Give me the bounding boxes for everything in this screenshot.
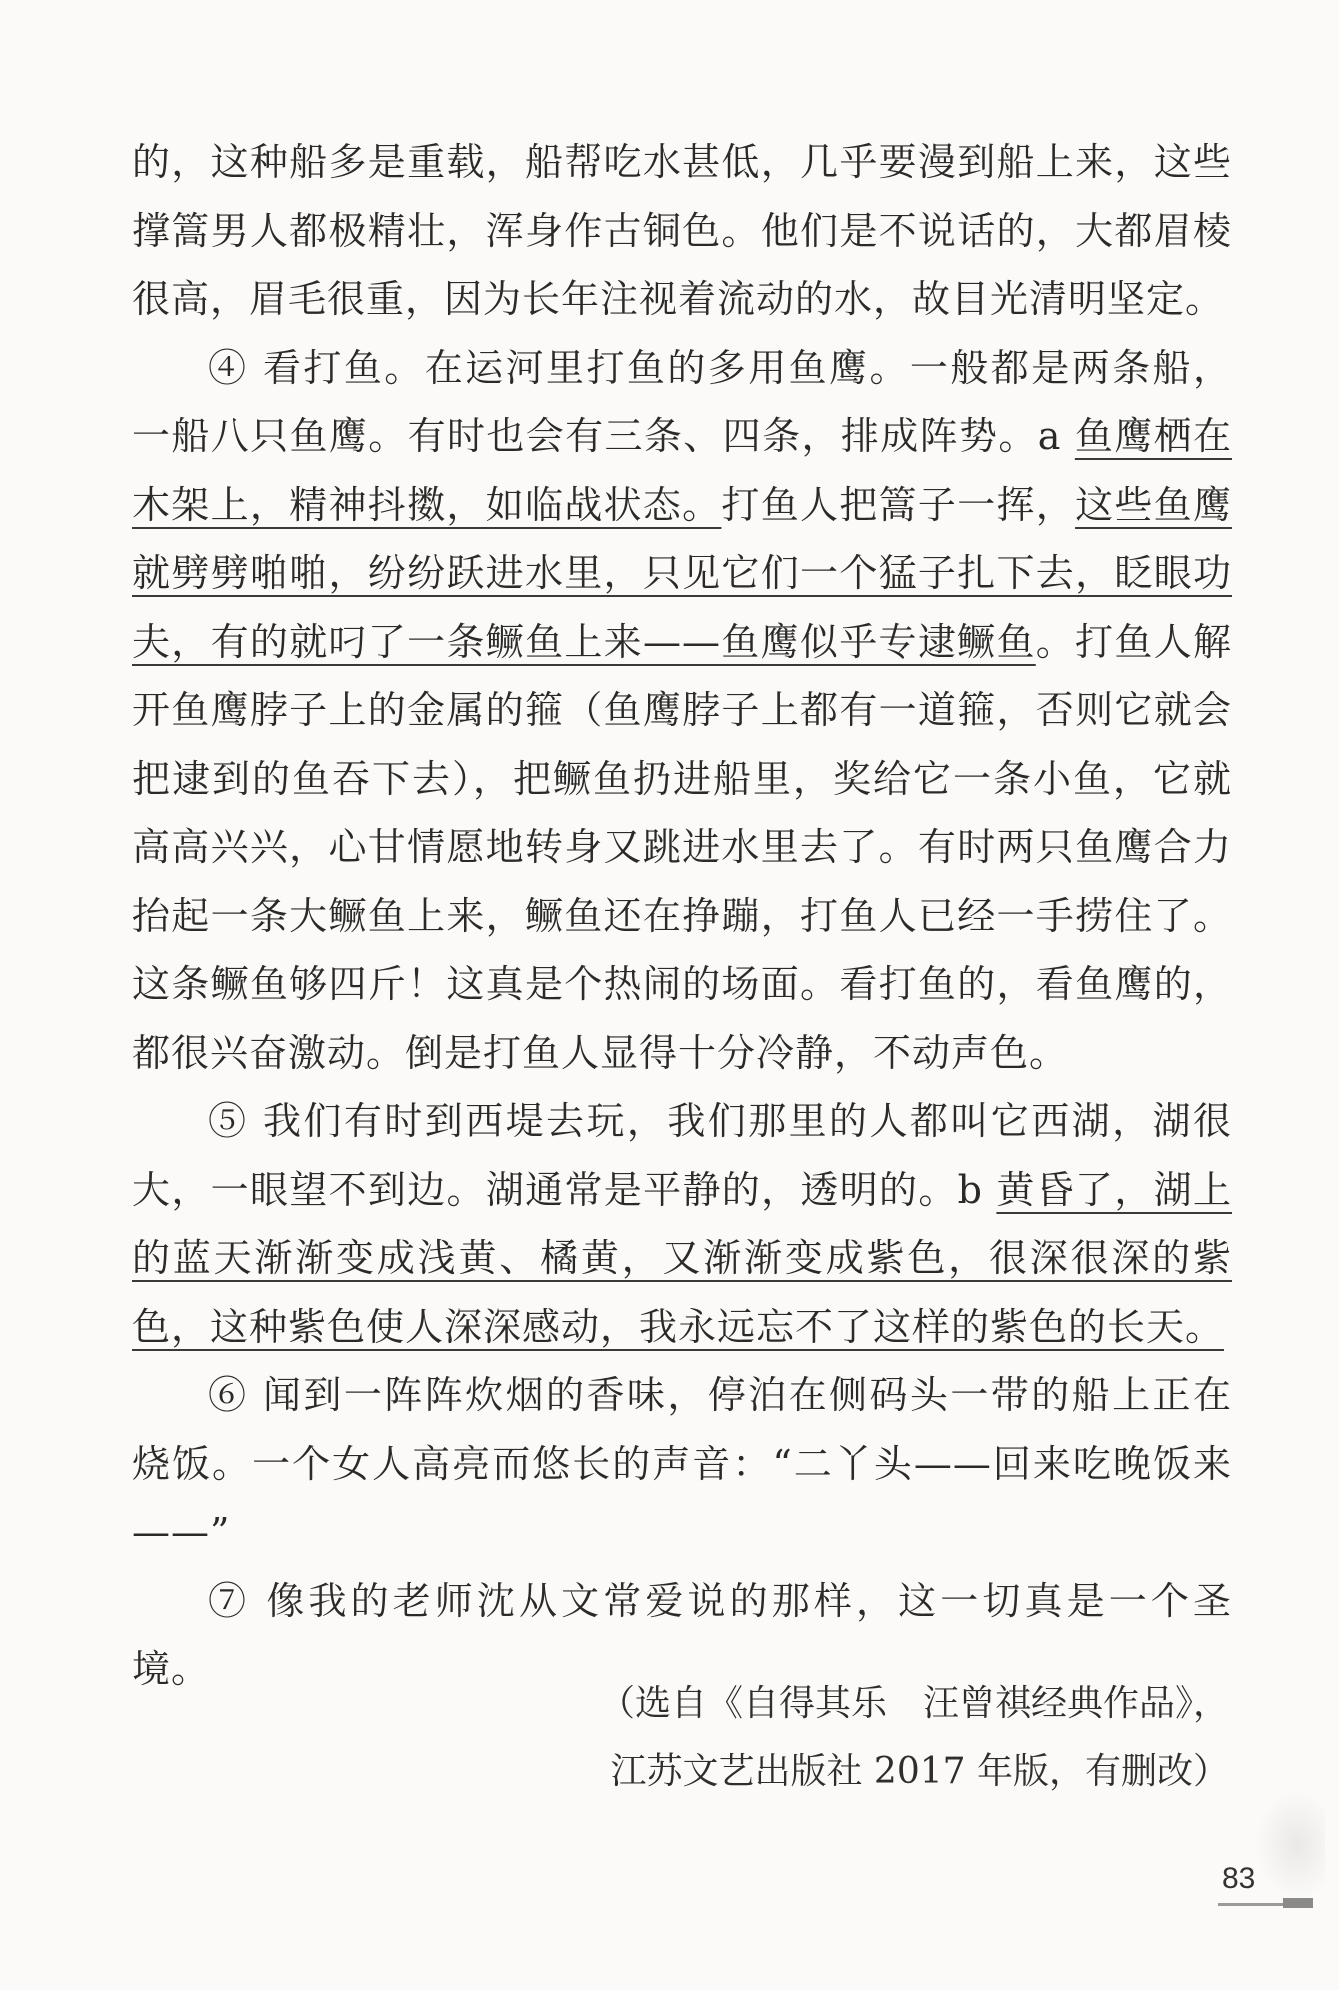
text-segment: ⑦ 像我的老师沈从文常爱说的那样，这一切真是一个圣境。 <box>132 1578 1232 1691</box>
underlined-sentence-a: 鱼鹰栖在木架上，精神抖擞，如临战状态。 <box>132 414 1232 527</box>
paragraph-4 <box>132 334 1232 1088</box>
underlined-sentence-a2: 这些鱼鹰就劈劈啪啪，纷纷跃进水里，只见它们一个猛子扎下去，眨眼功夫，有的就叼了一条鳜鱼上来——鱼鹰似乎专逮鳜鱼 <box>132 482 1232 664</box>
text-segment: ⑥ 闻到一阵阵炊烟的香味，停泊在侧码头一带的船上正在烧饭。一个女人高亮而悠长的声音：“二丫头——回来吃晚饭来——” <box>132 1373 1232 1554</box>
paragraph-5 <box>132 1087 1232 1361</box>
article-body <box>132 128 1232 1704</box>
text-segment: 。打鱼人解开鱼鹰脖子上的金属的箍（鱼鹰脖子上都有一道箍，否则它就会把逮到的鱼吞下去），把鳜鱼扔进船里，奖给它一条小鱼，它就高高兴兴，心甘情愿地转身又跳进水里去了。有时两只鱼鹰合力抬起一条大鳜鱼上来，鳜鱼还在挣蹦，打鱼人已经一手捞住了。这条鳜鱼够四斤！这真是个热闹的场面。看打鱼的，看鱼鹰的，都很兴奋激动。倒是打鱼人显得十分冷静，不动声色。 <box>132 619 1232 1075</box>
source-citation-line-2: 江苏文艺出版社 2017 年版，有删改） <box>610 1751 1229 1792</box>
page-number-rule-mark <box>1283 1898 1313 1908</box>
text-segment: ⑤ 我们有时到西堤去玩，我们那里的人都叫它西湖，湖很大，一眼望不到边。湖通常是平静的，透明的。b <box>132 1099 1232 1212</box>
text-segment: 打鱼人把篙子一挥， <box>721 482 1076 527</box>
source-citation-line-1: （选自《自得其乐 汪曾祺经典作品》， <box>598 1683 1229 1724</box>
page-number: 83 <box>1222 1862 1256 1895</box>
paragraph-continuation <box>132 128 1232 334</box>
text-segment: ④ 看打鱼。在运河里打鱼的多用鱼鹰。一般都是两条船，一船八只鱼鹰。有时也会有三条、四条，排成阵势。a <box>132 345 1232 458</box>
page-corner-smudge <box>1255 1790 1325 1900</box>
paragraph-6 <box>132 1361 1232 1567</box>
underlined-sentence-b: 黄昏了，湖上的蓝天渐渐变成浅黄、橘黄，又渐渐变成紫色，很深很深的紫色，这种紫色使人深深感动，我永远忘不了这样的紫色的长天。 <box>132 1167 1232 1349</box>
text-segment: 的，这种船多是重载，船帮吃水甚低，几乎要漫到船上来，这些撑篙男人都极精壮，浑身作古铜色。他们是不说话的，大都眉棱很高，眉毛很重，因为长年注视着流动的水，故目光清明坚定。 <box>132 140 1232 321</box>
